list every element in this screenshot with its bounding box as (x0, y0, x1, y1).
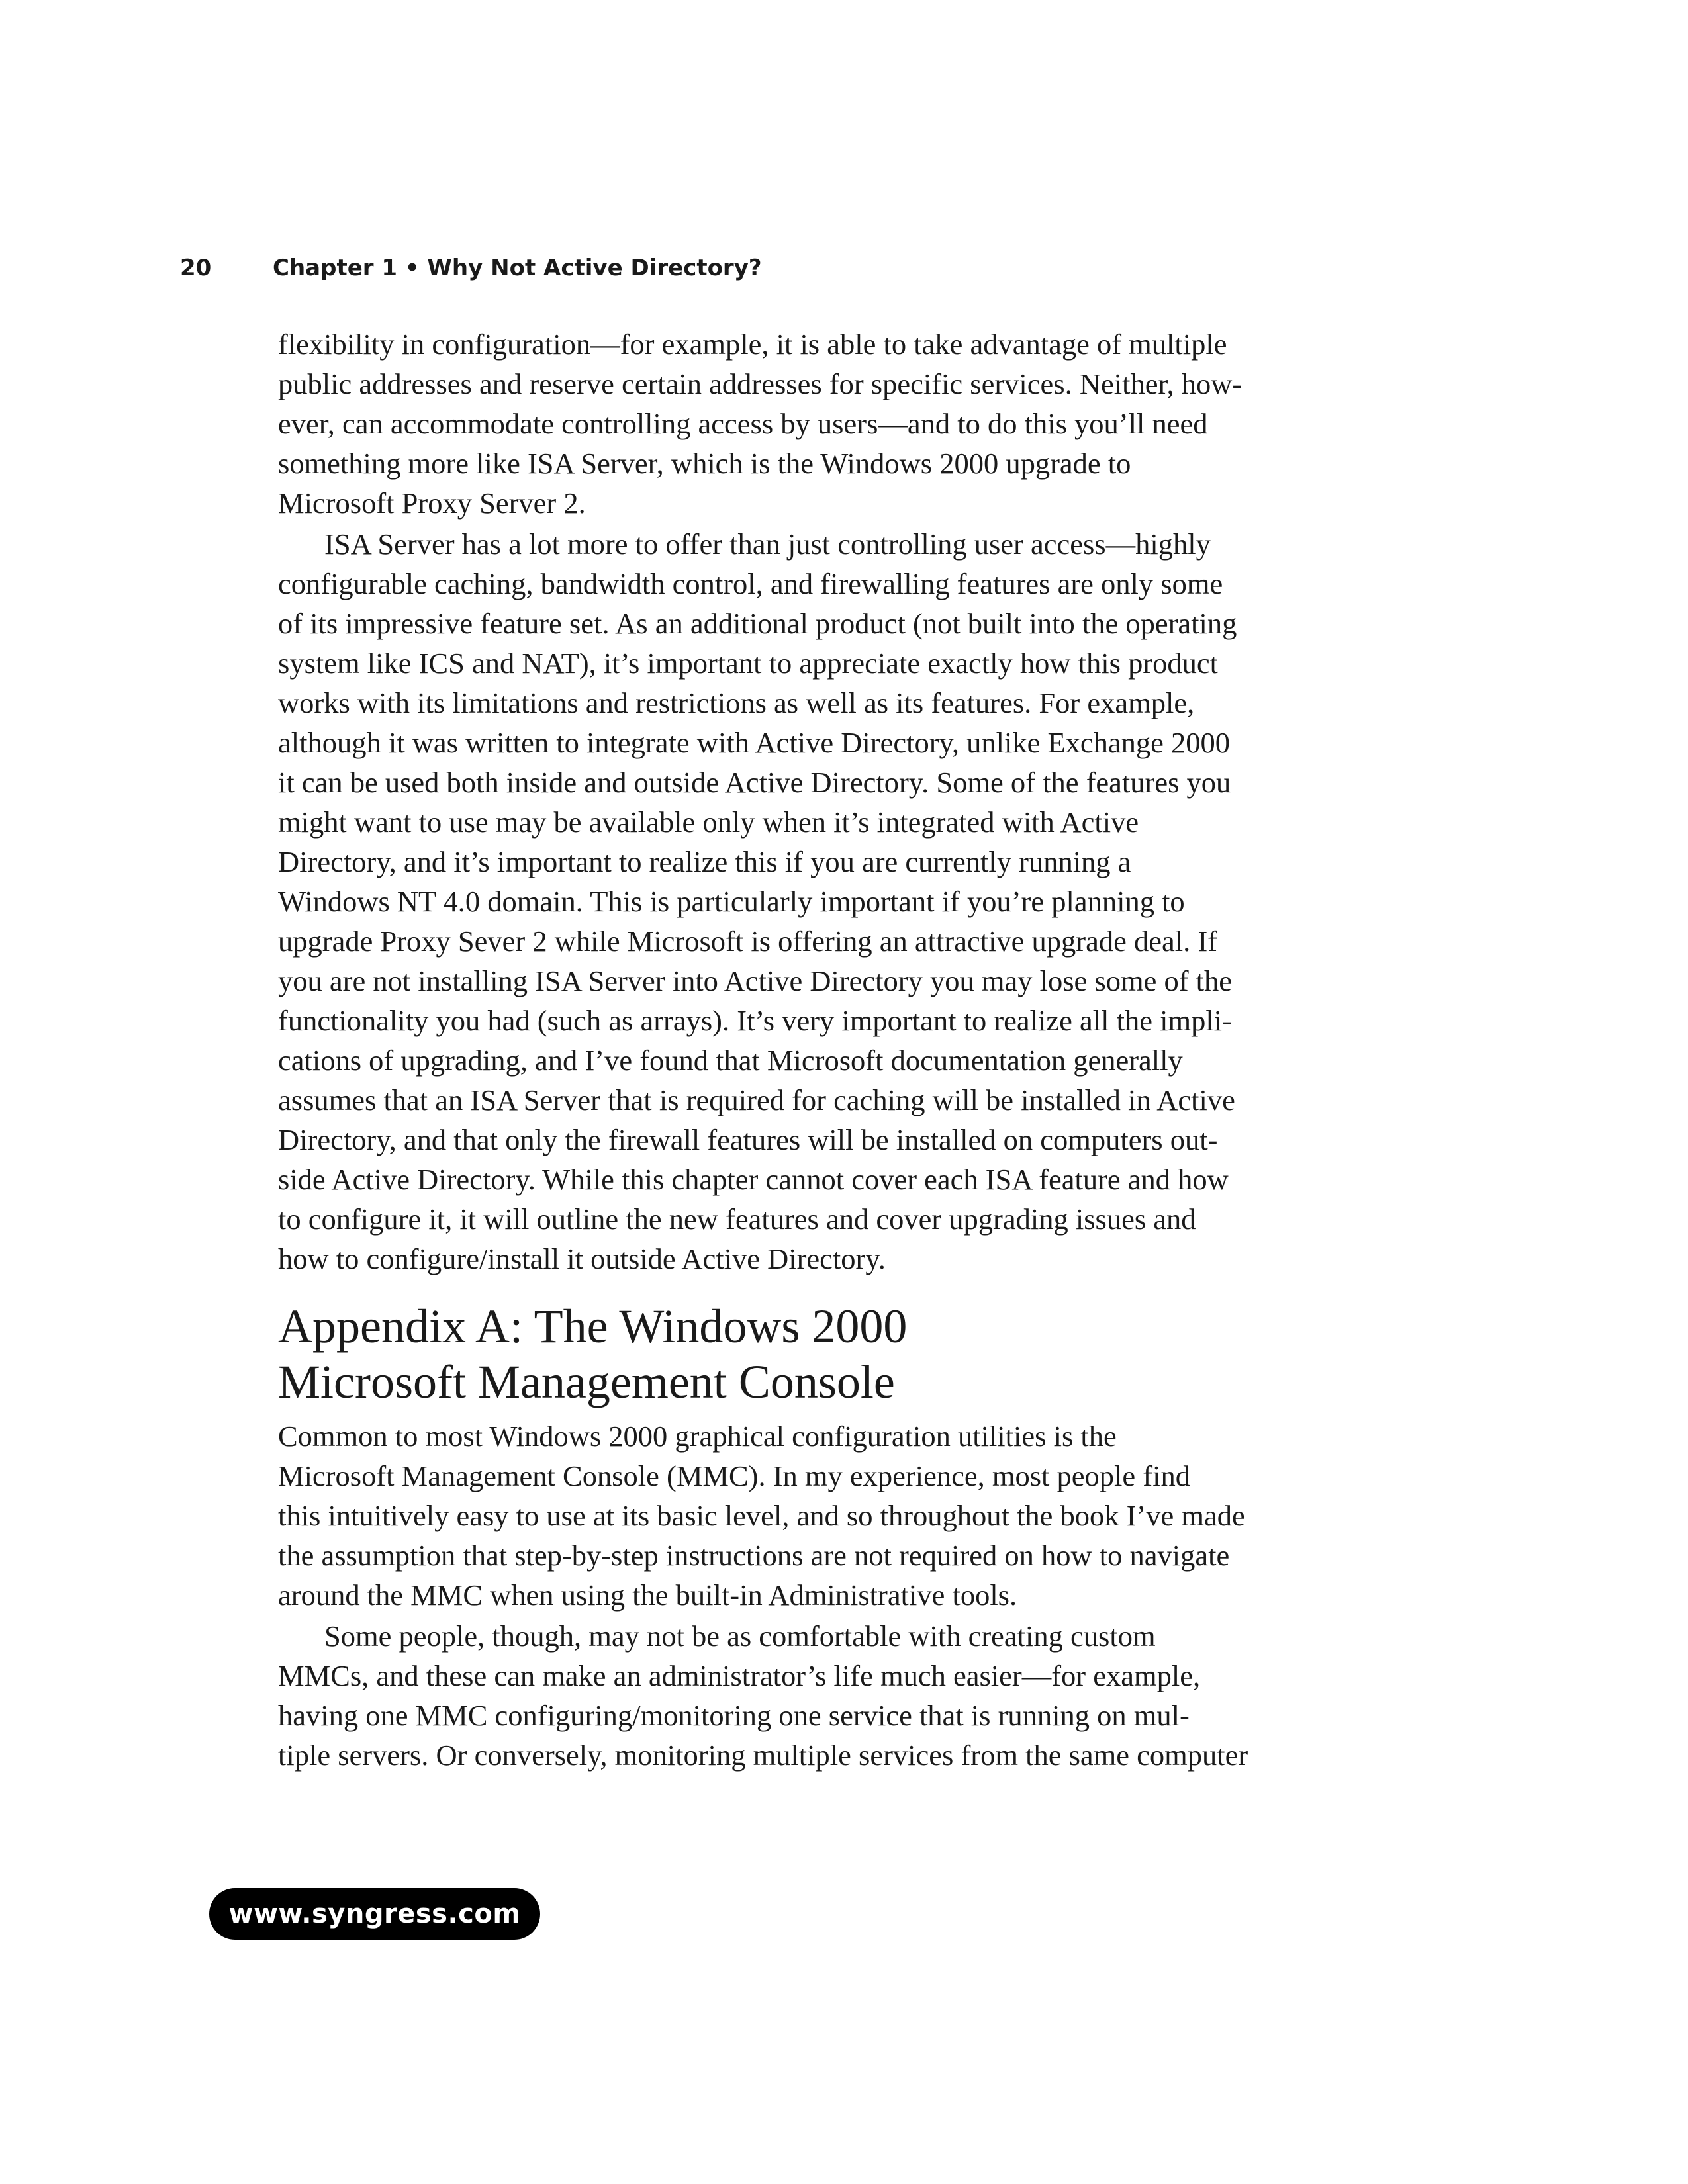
text-line: Directory, and it’s important to realize this if you are currently running a (278, 845, 1131, 878)
page-number: 20 (180, 255, 212, 281)
text-line: upgrade Proxy Sever 2 while Microsoft is offering an attractive upgrade deal. If (278, 925, 1218, 958)
text-line: ISA Server has a lot more to offer than just controlling user access—highly (324, 527, 1211, 561)
text-line: Windows NT 4.0 domain. This is particularly important if you’re planning to (278, 885, 1185, 918)
text-line: side Active Directory. While this chapter cannot cover each ISA feature and how (278, 1163, 1229, 1196)
text-line: you are not installing ISA Server into Active Directory you may lose some of the (278, 964, 1233, 997)
website-url[interactable]: www.syngress.com (228, 1899, 521, 1929)
section-heading (278, 1298, 1350, 1410)
text-line: something more like ISA Server, which is the Windows 2000 upgrade to (278, 447, 1131, 480)
text-line: Common to most Windows 2000 graphical configuration utilities is the (278, 1420, 1117, 1453)
text-line: Some people, though, may not be as comfortable with creating custom (324, 1619, 1156, 1653)
text-line: cations of upgrading, and I’ve found that Microsoft documentation generally (278, 1044, 1183, 1077)
text-line: MMCs, and these can make an administrator’s life much easier—for example, (278, 1659, 1201, 1692)
text-line: Directory, and that only the firewall features will be installed on computers out- (278, 1123, 1218, 1156)
text-line: to configure it, it will outline the new features and cover upgrading issues and (278, 1203, 1196, 1236)
text-line: having one MMC configuring/monitoring one service that is running on mul- (278, 1699, 1190, 1732)
running-head (180, 251, 762, 285)
text-line: configurable caching, bandwidth control, and firewalling features are only some (278, 567, 1223, 600)
text-line: it can be used both inside and outside Active Directory. Some of the features you (278, 766, 1231, 799)
chapter-title: Chapter 1 • Why Not Active Directory? (273, 255, 762, 281)
text-line: Microsoft Management Console (MMC). In my experience, most people find (278, 1459, 1190, 1492)
text-line: public addresses and reserve certain addresses for specific services. Neither, how- (278, 367, 1243, 400)
paragraph-custom-mmc (278, 1616, 1350, 1775)
text-line: flexibility in configuration—for example, it is able to take advantage of multiple (278, 328, 1227, 361)
text-line: Microsoft Proxy Server 2. (278, 486, 586, 520)
text-line: works with its limitations and restrictions as well as its features. For example, (278, 686, 1195, 719)
text-line: although it was written to integrate with Active Directory, unlike Exchange 2000 (278, 726, 1231, 759)
body-column (278, 324, 1350, 1776)
text-line: of its impressive feature set. As an additional product (not built into the operating (278, 607, 1237, 640)
paragraph-intro (278, 324, 1350, 523)
text-line: tiple servers. Or conversely, monitoring multiple services from the same computer (278, 1739, 1248, 1772)
paragraph-mmc-intro (278, 1416, 1350, 1615)
text-line: system like ICS and NAT), it’s important to appreciate exactly how this product (278, 647, 1219, 680)
website-badge[interactable] (209, 1888, 540, 1940)
text-line: ever, can accommodate controlling access by users—and to do this you’ll need (278, 407, 1208, 440)
heading-line: Microsoft Management Console (278, 1355, 895, 1408)
text-line: the assumption that step-by-step instructions are not required on how to navigate (278, 1539, 1230, 1572)
text-line: around the MMC when using the built-in Administrative tools. (278, 1578, 1017, 1612)
text-line: functionality you had (such as arrays). It’s very important to realize all the impli- (278, 1004, 1232, 1037)
text-line: assumes that an ISA Server that is required for caching will be installed in Active (278, 1083, 1235, 1116)
text-line: might want to use may be available only when it’s integrated with Active (278, 805, 1139, 839)
heading-line: Appendix A: The Windows 2000 (278, 1300, 908, 1353)
text-line: this intuitively easy to use at its basic level, and so throughout the book I’ve made (278, 1499, 1245, 1532)
paragraph-isa-server (278, 524, 1350, 1279)
text-line: how to configure/install it outside Active Directory. (278, 1242, 886, 1275)
